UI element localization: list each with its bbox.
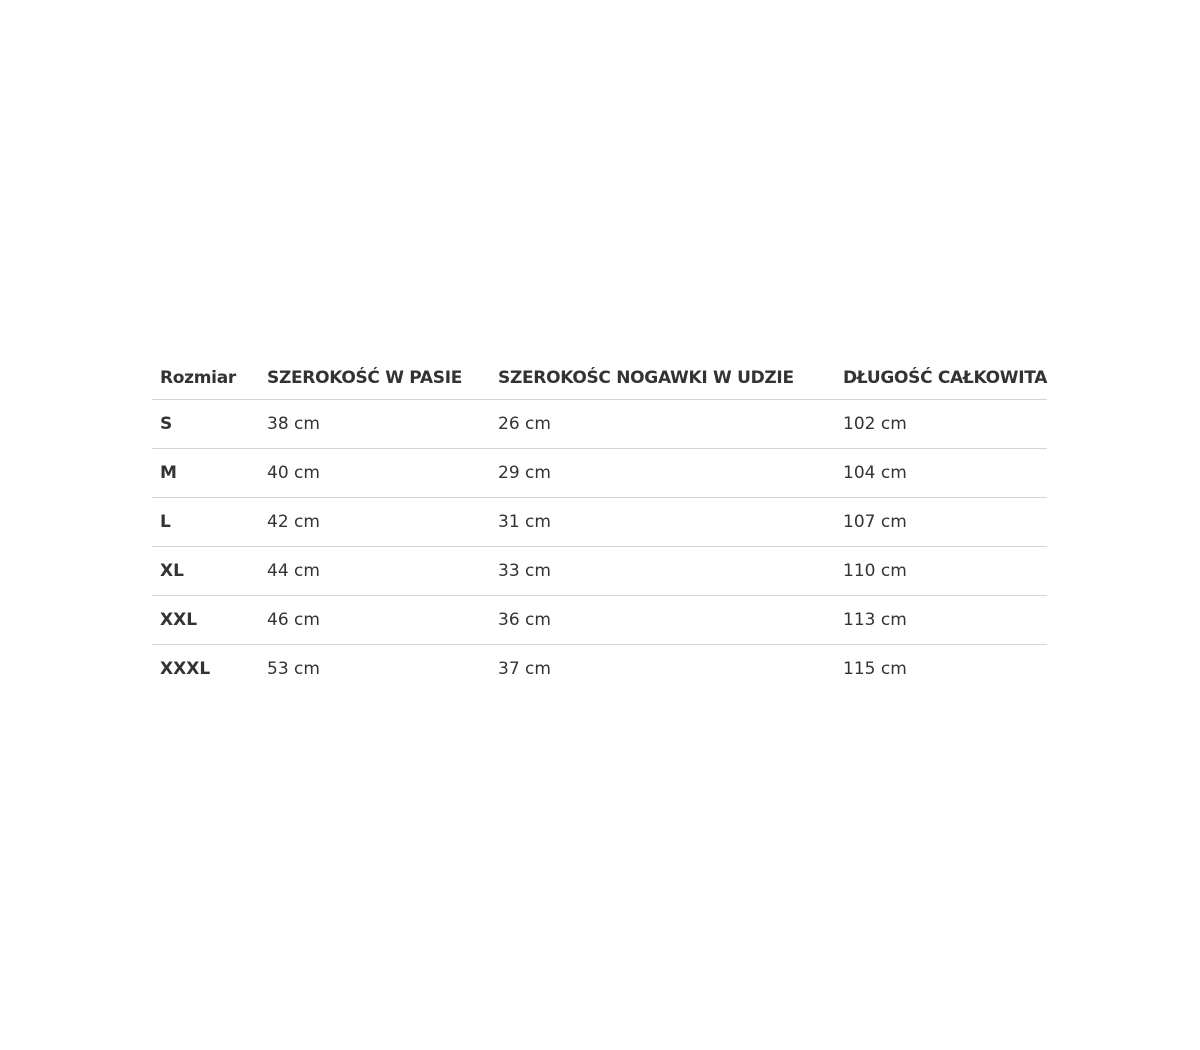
table-header-row	[152, 357, 1047, 400]
size-cell: XXL	[152, 596, 259, 645]
thigh-cell: 33 cm	[490, 547, 835, 596]
waist-cell: 53 cm	[267, 659, 320, 679]
header-waist-width: SZEROKOŚĆ W PASIE	[259, 357, 490, 400]
waist-cell: 44 cm	[259, 547, 490, 596]
length-cell: 115 cm	[843, 659, 907, 679]
header-thigh-width: SZEROKOŚC NOGAWKI W UDZIE	[490, 357, 835, 400]
header-total-length: DŁUGOŚĆ CAŁKOWITA	[835, 357, 1047, 400]
table-row	[152, 449, 1047, 498]
waist-cell: 40 cm	[259, 449, 490, 498]
header-size: Rozmiar	[152, 357, 259, 400]
thigh-cell: 37 cm	[498, 659, 551, 679]
size-cell: XL	[152, 547, 259, 596]
size-cell: M	[152, 449, 259, 498]
table-row	[152, 596, 1047, 645]
table-row	[152, 645, 1047, 694]
waist-cell: 42 cm	[259, 498, 490, 547]
thigh-cell: 26 cm	[490, 400, 835, 449]
length-cell: 104 cm	[835, 449, 1047, 498]
size-cell: XXXL	[160, 659, 211, 679]
length-cell: 107 cm	[835, 498, 1047, 547]
size-cell: S	[152, 400, 259, 449]
length-cell: 110 cm	[835, 547, 1047, 596]
size-chart-table	[152, 357, 1047, 693]
table-row	[152, 498, 1047, 547]
table-row	[152, 400, 1047, 449]
size-cell: L	[152, 498, 259, 547]
waist-cell: 46 cm	[259, 596, 490, 645]
waist-cell: 38 cm	[259, 400, 490, 449]
thigh-cell: 36 cm	[490, 596, 835, 645]
length-cell: 113 cm	[835, 596, 1047, 645]
thigh-cell: 31 cm	[490, 498, 835, 547]
table-row	[152, 547, 1047, 596]
thigh-cell: 29 cm	[490, 449, 835, 498]
length-cell: 102 cm	[835, 400, 1047, 449]
